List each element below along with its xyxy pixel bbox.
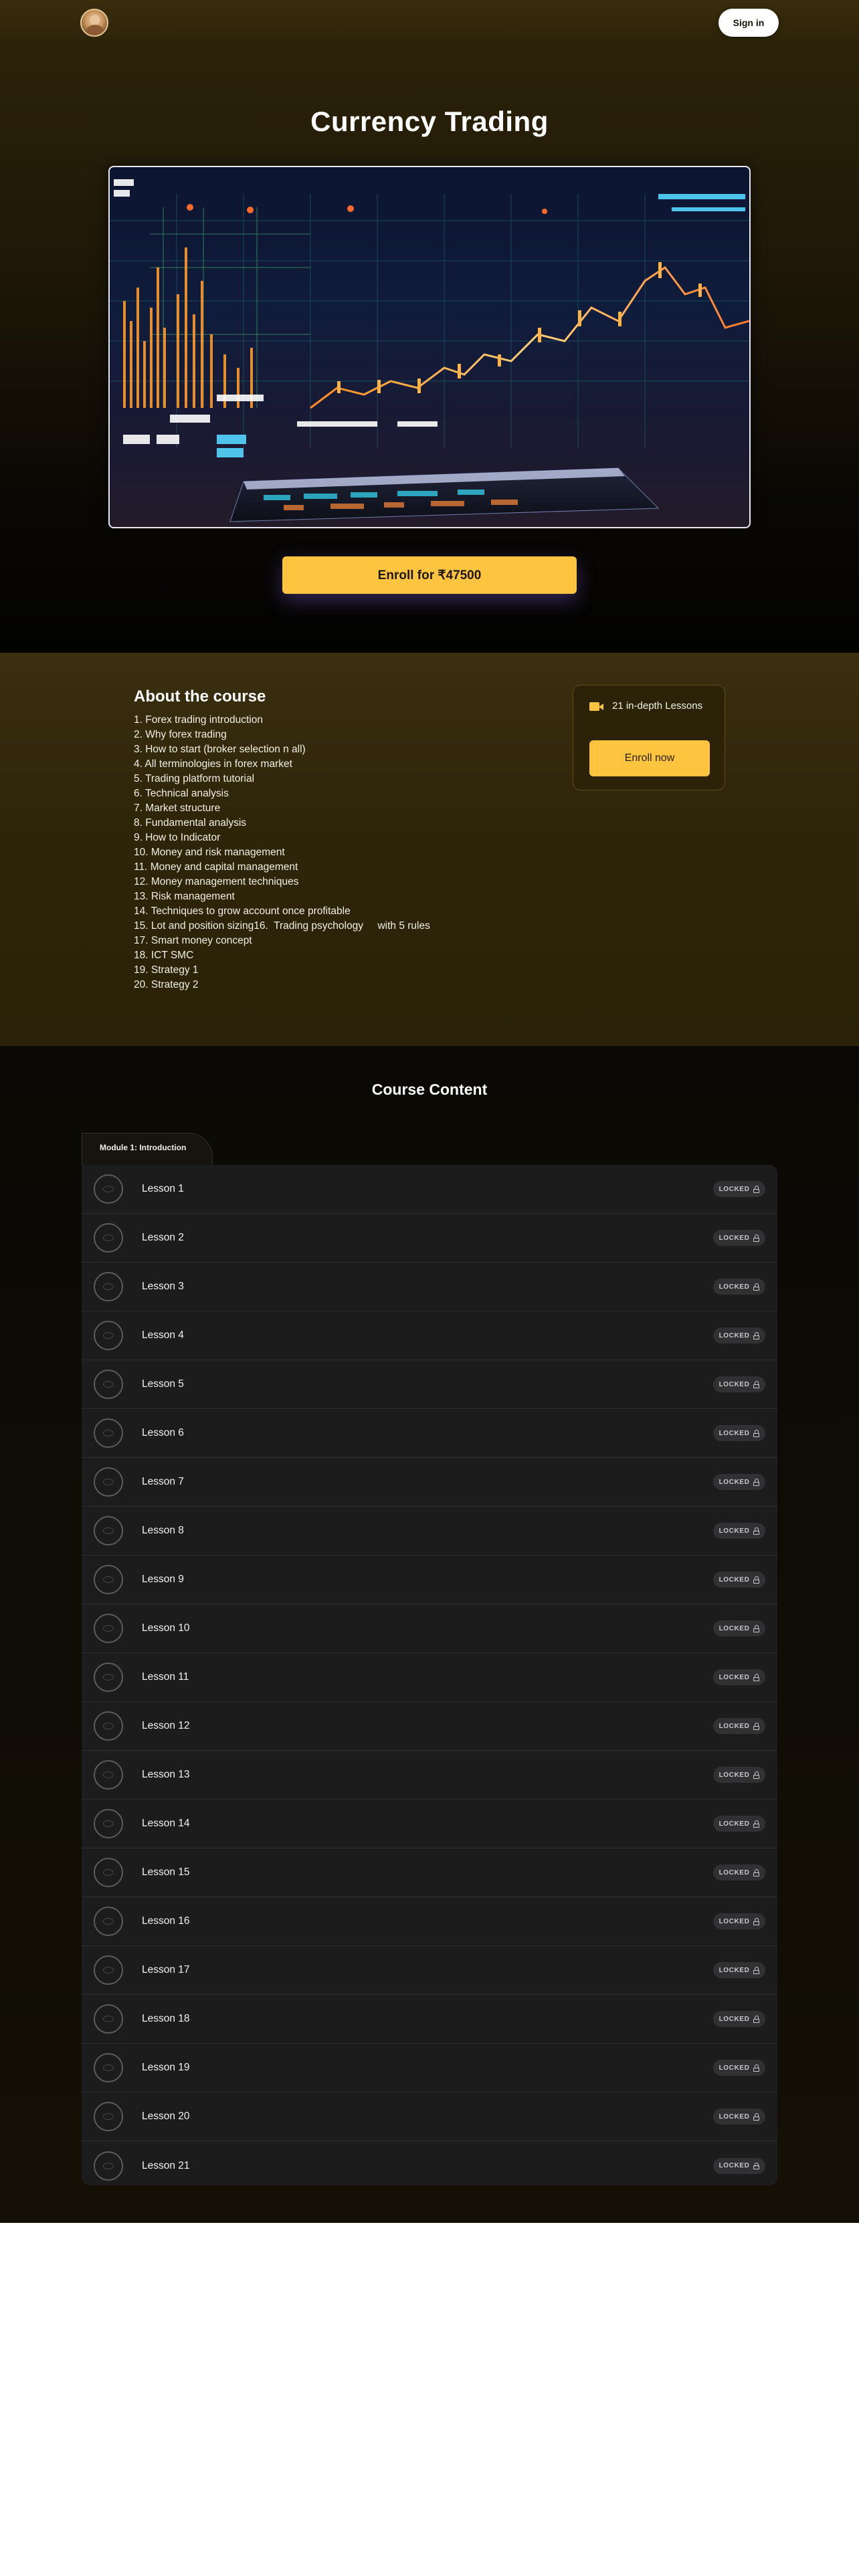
lesson-row[interactable] <box>82 2141 777 2185</box>
locked-badge <box>713 1376 765 1392</box>
trading-chart-illustration <box>110 167 749 527</box>
locked-badge <box>713 1816 765 1832</box>
lock-icon <box>753 2163 759 2169</box>
lock-icon <box>753 1430 759 1436</box>
lesson-row[interactable] <box>82 1214 777 1263</box>
lesson-title: Lesson 5 <box>142 1378 184 1390</box>
topic-item: 5. Trading platform tutorial <box>134 773 255 784</box>
topic-item: 9. How to Indicator <box>134 832 221 843</box>
lesson-status-icon <box>94 2151 123 2181</box>
lock-icon <box>753 1381 759 1388</box>
lesson-row[interactable] <box>82 2044 777 2092</box>
lesson-count: 21 in-depth Lessons <box>612 700 703 712</box>
lock-icon <box>753 1723 759 1729</box>
lock-icon <box>753 1674 759 1681</box>
lesson-status-icon <box>94 1662 123 1692</box>
eye-hidden-icon <box>103 1527 114 1534</box>
locked-label: LOCKED <box>719 1917 750 1925</box>
eye-hidden-icon <box>103 1381 114 1388</box>
module-tab[interactable]: Module 1: Introduction <box>82 1133 213 1165</box>
locked-badge <box>713 2109 765 2125</box>
topic-item: 11. Money and capital management <box>134 861 298 873</box>
lesson-row[interactable] <box>82 1702 777 1751</box>
eye-hidden-icon <box>103 2163 114 2169</box>
lock-icon <box>753 1527 759 1534</box>
topic-item: 18. ICT SMC <box>134 950 194 961</box>
locked-badge <box>713 1425 765 1441</box>
eye-hidden-icon <box>103 1674 114 1681</box>
lesson-row[interactable] <box>82 1848 777 1897</box>
locked-label: LOCKED <box>719 2162 750 2169</box>
locked-label: LOCKED <box>719 2113 750 2121</box>
lesson-status-icon <box>94 1614 123 1643</box>
eye-hidden-icon <box>103 1283 114 1290</box>
locked-label: LOCKED <box>719 1234 750 1242</box>
lesson-status-icon <box>94 1467 123 1497</box>
topic-list <box>134 713 508 992</box>
lesson-title: Lesson 9 <box>142 1574 184 1585</box>
lesson-row[interactable] <box>82 1263 777 1311</box>
lesson-status-icon <box>94 1418 123 1448</box>
topic-item: 3. How to start (broker selection n all) <box>134 744 306 755</box>
lock-icon <box>753 1479 759 1485</box>
lesson-status-icon <box>94 1174 123 1204</box>
locked-label: LOCKED <box>719 1771 750 1779</box>
lesson-title: Lesson 16 <box>142 1915 190 1927</box>
locked-label: LOCKED <box>719 1966 750 1974</box>
lesson-title: Lesson 21 <box>142 2159 190 2171</box>
locked-badge <box>713 2060 765 2076</box>
locked-label: LOCKED <box>719 1527 750 1535</box>
locked-badge <box>713 1962 765 1978</box>
lesson-row[interactable] <box>82 1458 777 1507</box>
lesson-status-icon <box>94 2053 123 2082</box>
lesson-row[interactable] <box>82 1800 777 1848</box>
lesson-row[interactable] <box>82 1507 777 1555</box>
hero-section <box>0 45 859 653</box>
lesson-row[interactable] <box>82 1165 777 1214</box>
lesson-title: Lesson 15 <box>142 1866 190 1878</box>
eye-hidden-icon <box>103 1332 114 1339</box>
eye-hidden-icon <box>103 1918 114 1925</box>
lesson-row[interactable] <box>82 1311 777 1360</box>
lesson-title: Lesson 18 <box>142 2013 190 2024</box>
user-avatar[interactable] <box>80 9 108 37</box>
lesson-status-icon <box>94 1907 123 1936</box>
locked-label: LOCKED <box>719 1673 750 1681</box>
eye-hidden-icon <box>103 2064 114 2071</box>
lesson-title: Lesson 8 <box>142 1525 184 1536</box>
site-header <box>0 0 859 45</box>
locked-badge <box>713 1279 765 1295</box>
lock-icon <box>753 1576 759 1583</box>
lesson-status-icon <box>94 1516 123 1545</box>
topic-item: 7. Market structure <box>134 802 221 814</box>
lesson-title: Lesson 2 <box>142 1232 184 1243</box>
locked-label: LOCKED <box>719 2064 750 2072</box>
lesson-title: Lesson 17 <box>142 1964 190 1975</box>
topic-item: 20. Strategy 2 <box>134 979 199 990</box>
lesson-title: Lesson 10 <box>142 1622 190 1634</box>
lesson-row[interactable] <box>82 1360 777 1409</box>
lesson-row[interactable] <box>82 2092 777 2141</box>
locked-label: LOCKED <box>719 1478 750 1486</box>
locked-label: LOCKED <box>719 1429 750 1437</box>
lesson-title: Lesson 12 <box>142 1720 190 1731</box>
locked-badge <box>713 1669 765 1685</box>
enroll-course-button[interactable]: Enroll for ₹47500 <box>282 556 577 594</box>
lock-icon <box>753 1772 759 1778</box>
locked-badge <box>713 1230 765 1246</box>
lesson-title: Lesson 11 <box>142 1671 189 1683</box>
eye-hidden-icon <box>103 1576 114 1583</box>
eye-hidden-icon <box>103 1430 114 1436</box>
eye-hidden-icon <box>103 1186 114 1192</box>
lesson-title: Lesson 20 <box>142 2111 190 2122</box>
lock-icon <box>753 1967 759 1973</box>
lock-icon <box>753 2016 759 2022</box>
lock-icon <box>753 1235 759 1241</box>
locked-label: LOCKED <box>719 1868 750 1876</box>
page-bottom-blank <box>0 2223 859 2576</box>
locked-label: LOCKED <box>719 1380 750 1388</box>
lesson-row[interactable] <box>82 1653 777 1702</box>
course-cover-image <box>108 166 751 528</box>
topic-item: 17. Smart money concept <box>134 935 252 946</box>
eye-hidden-icon <box>103 1723 114 1729</box>
locked-badge <box>713 2158 765 2174</box>
lesson-status-icon <box>94 1370 123 1399</box>
video-camera-icon <box>589 701 604 712</box>
eye-hidden-icon <box>103 1235 114 1241</box>
locked-label: LOCKED <box>719 1722 750 1730</box>
lesson-status-icon <box>94 2004 123 2034</box>
course-content-section <box>0 1046 859 2223</box>
locked-badge <box>713 1864 765 1881</box>
locked-label: LOCKED <box>719 1283 750 1291</box>
lesson-status-icon <box>94 2102 123 2131</box>
lesson-row[interactable] <box>82 1751 777 1800</box>
locked-label: LOCKED <box>719 1624 750 1632</box>
locked-label: LOCKED <box>719 2015 750 2023</box>
lesson-title: Lesson 19 <box>142 2062 190 2073</box>
locked-label: LOCKED <box>719 1185 750 1193</box>
avatar-body <box>86 25 104 37</box>
lock-icon <box>753 1186 759 1192</box>
lesson-status-icon <box>94 1955 123 1985</box>
lesson-title: Lesson 13 <box>142 1769 190 1780</box>
lock-icon <box>753 1283 759 1290</box>
locked-badge <box>713 1474 765 1490</box>
locked-label: LOCKED <box>719 1576 750 1584</box>
lesson-row[interactable] <box>82 1409 777 1458</box>
lesson-title: Lesson 14 <box>142 1818 190 1829</box>
lesson-status-icon <box>94 1760 123 1790</box>
lesson-status-icon <box>94 1321 123 1350</box>
topic-item: 1. Forex trading introduction <box>134 714 263 726</box>
about-title: About the course <box>134 687 266 706</box>
eye-hidden-icon <box>103 1820 114 1827</box>
locked-badge <box>713 2011 765 2027</box>
eye-hidden-icon <box>103 1967 114 1973</box>
topic-item: 2. Why forex trading <box>134 729 227 740</box>
lesson-row[interactable] <box>82 1604 777 1653</box>
course-title: Currency Trading <box>310 106 549 137</box>
lesson-row[interactable] <box>82 1995 777 2044</box>
locked-badge <box>713 1718 765 1734</box>
course-content-title: Course Content <box>371 1081 488 1098</box>
lock-icon <box>753 1869 759 1876</box>
lock-icon <box>753 1918 759 1925</box>
lesson-title: Lesson 6 <box>142 1427 184 1438</box>
lesson-status-icon <box>94 1809 123 1838</box>
eye-hidden-icon <box>103 2016 114 2022</box>
lock-icon <box>753 2064 759 2071</box>
lesson-row[interactable] <box>82 1946 777 1995</box>
topic-item: 10. Money and risk management <box>134 847 285 858</box>
lesson-status-icon <box>94 1223 123 1253</box>
lock-icon <box>753 1332 759 1339</box>
lock-icon <box>753 2113 759 2120</box>
lessons-list <box>82 1165 777 2185</box>
lock-icon <box>753 1820 759 1827</box>
lesson-status-icon <box>94 1565 123 1594</box>
lesson-row[interactable] <box>82 1897 777 1946</box>
lesson-title: Lesson 3 <box>142 1281 184 1292</box>
locked-badge <box>713 1181 765 1197</box>
lesson-title: Lesson 4 <box>142 1329 184 1341</box>
locked-badge <box>713 1572 765 1588</box>
topic-item: 13. Risk management <box>134 891 235 902</box>
lock-icon <box>753 1625 759 1632</box>
topic-item: 19. Strategy 1 <box>134 964 199 976</box>
lesson-row[interactable] <box>82 1555 777 1604</box>
lesson-status-icon <box>94 1711 123 1741</box>
locked-badge <box>713 1523 765 1539</box>
eye-hidden-icon <box>103 2113 114 2120</box>
lesson-status-icon <box>94 1272 123 1301</box>
eye-hidden-icon <box>103 1625 114 1632</box>
locked-label: LOCKED <box>719 1820 750 1828</box>
lesson-count-row <box>589 700 702 712</box>
enroll-now-button[interactable]: Enroll now <box>589 740 710 776</box>
locked-badge <box>713 1620 765 1636</box>
eye-hidden-icon <box>103 1479 114 1485</box>
locked-badge <box>713 1767 765 1783</box>
lesson-title: Lesson 7 <box>142 1476 184 1487</box>
eye-hidden-icon <box>103 1772 114 1778</box>
topic-item: 6. Technical analysis <box>134 788 229 799</box>
avatar-face <box>90 15 100 25</box>
lesson-status-icon <box>94 1858 123 1887</box>
topic-item: 15. Lot and position sizing16. Trading psychology with 5 rules <box>134 920 430 932</box>
topic-item: 12. Money management techniques <box>134 876 299 887</box>
eye-hidden-icon <box>103 1869 114 1876</box>
about-section <box>0 653 859 1046</box>
lesson-title: Lesson 1 <box>142 1183 184 1194</box>
topic-item: 4. All terminologies in forex market <box>134 758 292 770</box>
sign-in-button[interactable]: Sign in <box>719 9 779 37</box>
locked-label: LOCKED <box>719 1331 750 1339</box>
locked-badge <box>713 1913 765 1929</box>
lessons-summary-card <box>573 685 725 790</box>
topic-item: 8. Fundamental analysis <box>134 817 247 829</box>
topic-item: 14. Techniques to grow account once profitable <box>134 905 351 917</box>
locked-badge <box>713 1327 765 1344</box>
